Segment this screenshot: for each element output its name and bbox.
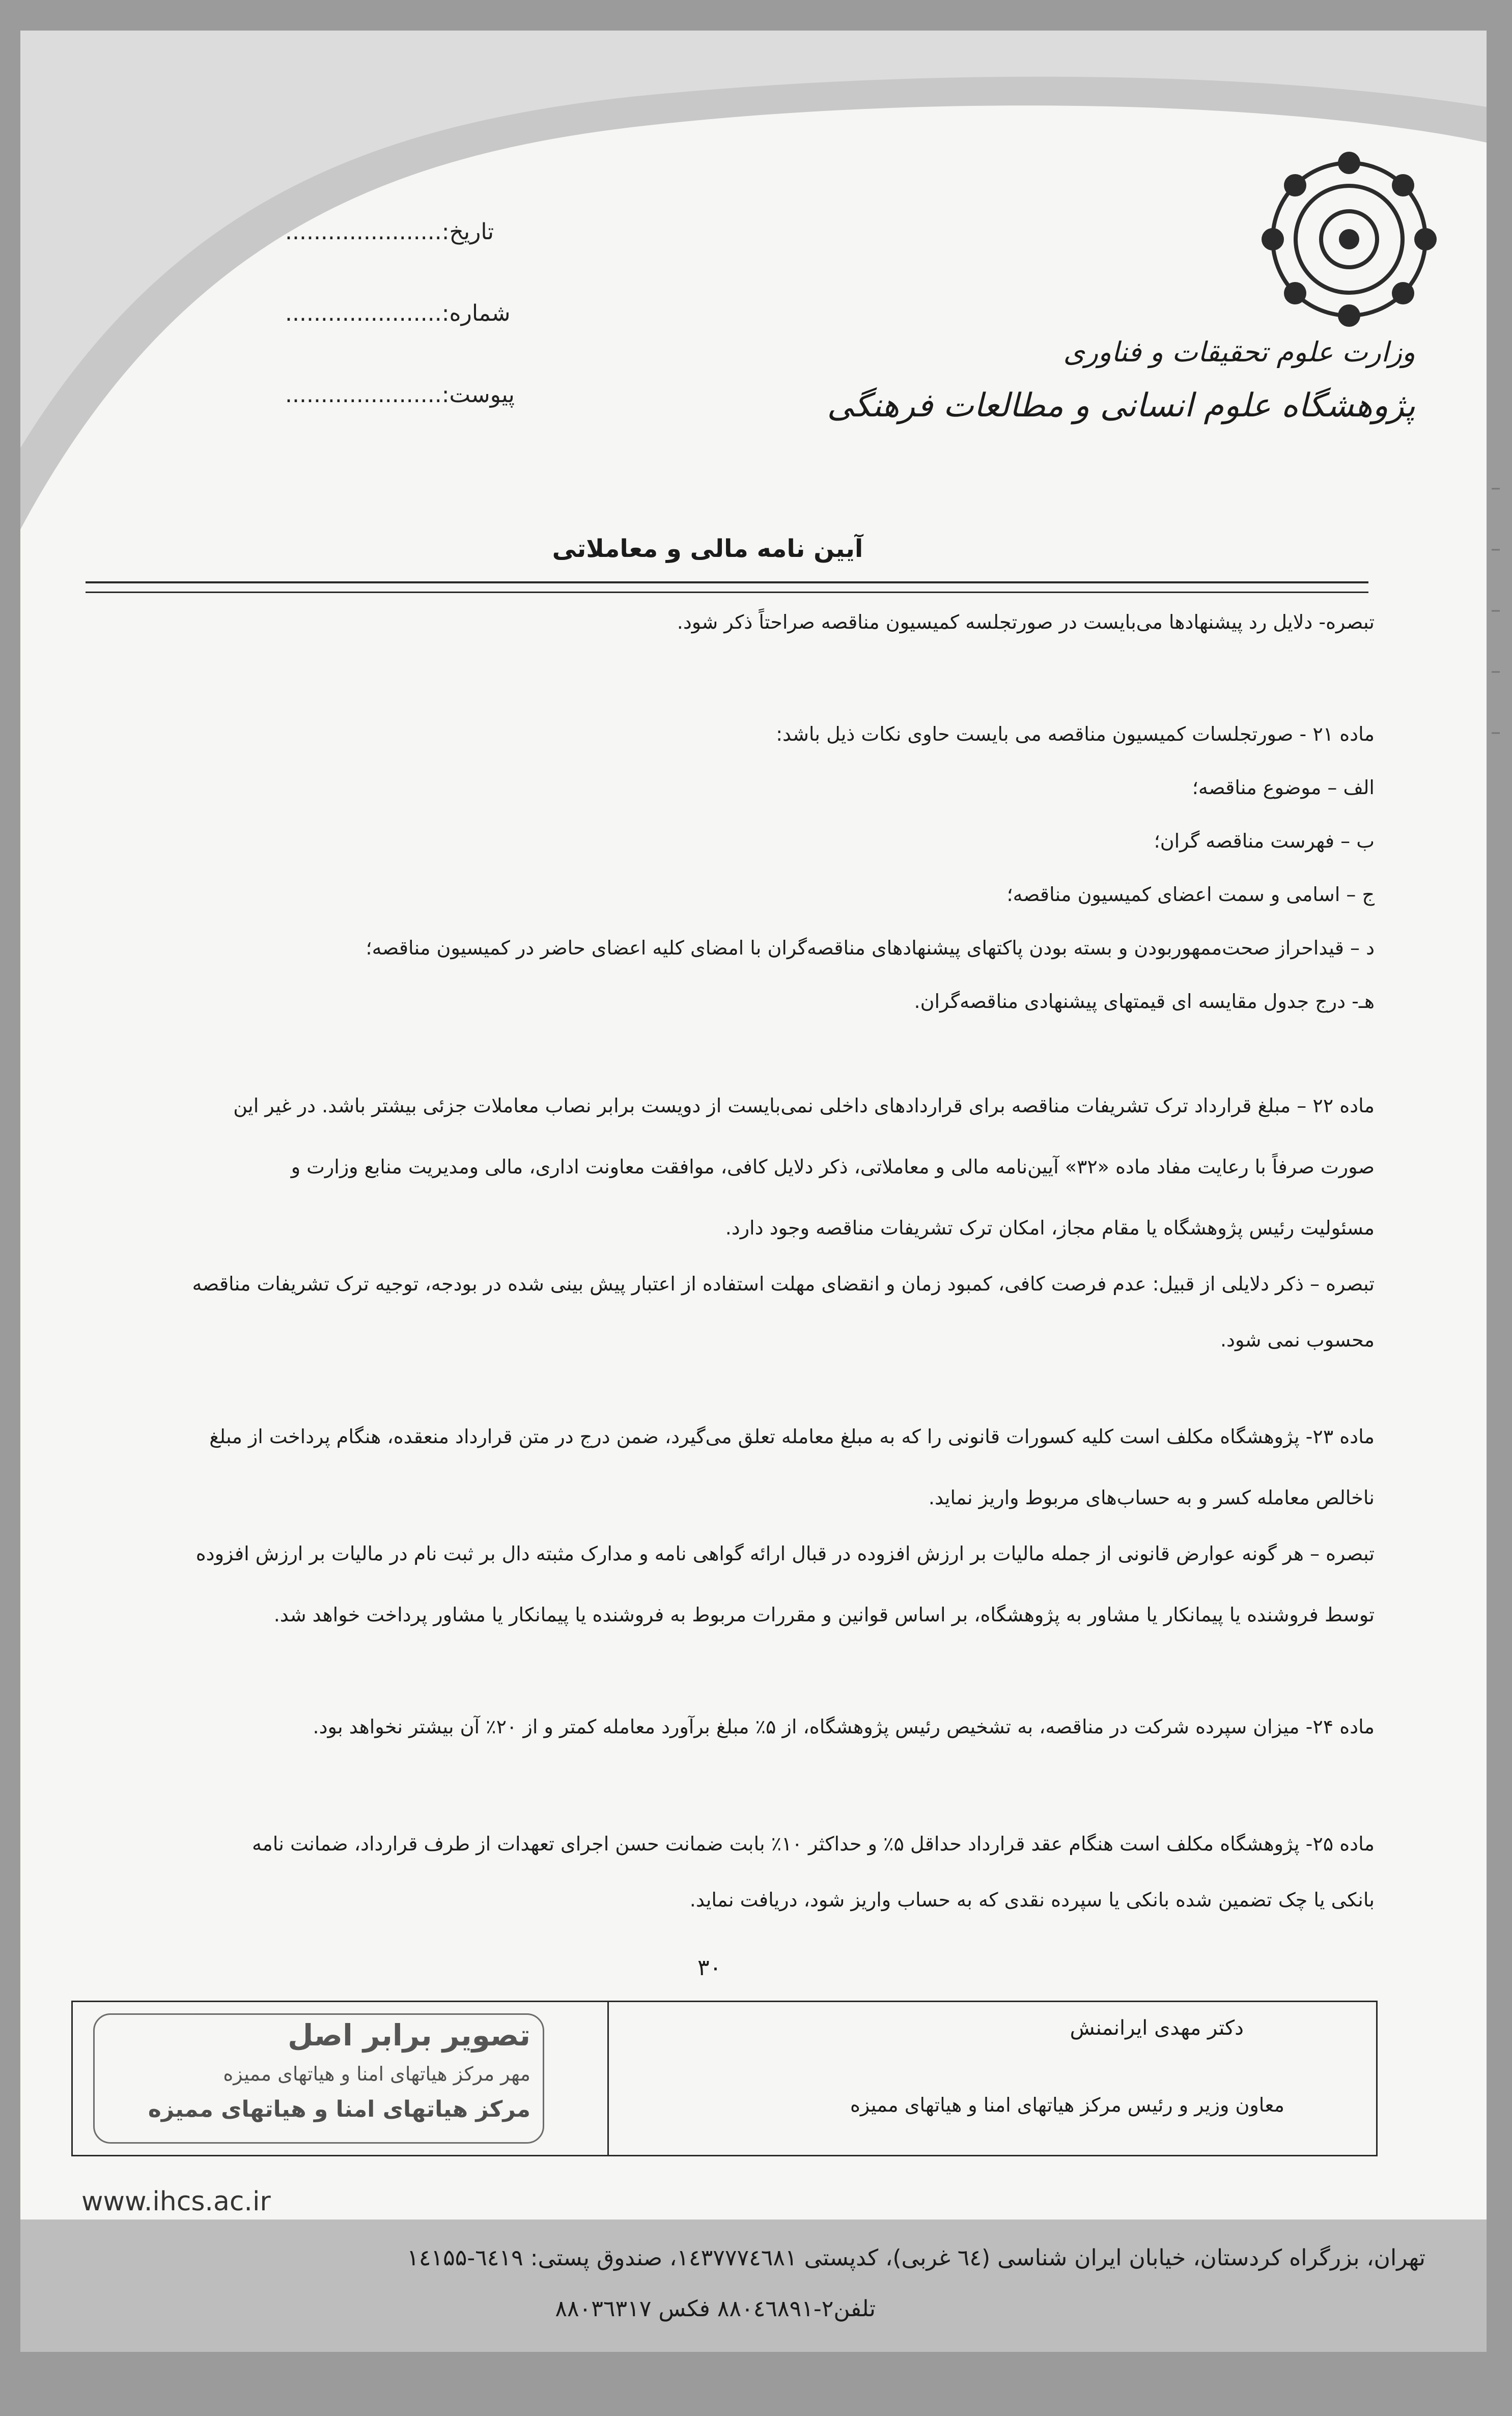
body-line: ماده ۲۱ - صورتجلسات کمیسیون مناقصه می بایست حاوی نکات ذیل باشد: (776, 723, 1375, 745)
number-label: شماره: (441, 300, 511, 326)
stamp-organization: مرکز هیاتهای امنا و هیاتهای ممیزه (148, 2096, 530, 2122)
body-line: ماده ۲۵- پژوهشگاه مکلف است هنگام عقد قرارداد حداقل ۵٪ و حداکثر ۱۰٪ بابت ضمانت حسن اجرای تعهدات از طرف قرارداد، ضمانت نامه (252, 1833, 1375, 1855)
body-line: تبصره – هر گونه عوارض قانونی از جمله مالیات بر ارزش افزوده در قبال ارائه گواهی نامه و مدارک مثبته دال بر ثبت نام در مالیات بر ارزش افزوده (195, 1542, 1375, 1565)
footer-address: تهران، بزرگراه کردستان، خیابان ایران شناسی (٦٤ غربی)، کدپستی ۱٤۳۷۷٧٤٦٨۱، صندوق پستی: ٦٤۱۹-۱٤۱۵۵ (407, 2245, 1425, 2271)
date-label: تاریخ: (441, 219, 494, 245)
body-line: تبصره- دلایل رد پیشنهادها می‌بایست در صورتجلسه کمیسیون مناقصه صراحتاً ذکر شود. (677, 611, 1375, 633)
body-line: ب – فهرست مناقصه گران؛ (1154, 830, 1375, 852)
attachment-field (285, 382, 515, 408)
body-line: مسئولیت رئیس پژوهشگاه یا مقام مجاز، امکان ترک تشریفات مناقصه وجود دارد. (725, 1217, 1375, 1239)
body-line: بانکی یا چک تضمین شده بانکی یا سپرده نقدی که به حساب واریز شود، دریافت نماید. (689, 1889, 1375, 1911)
institute-name: پژوهشگاه علوم انسانی و مطالعات فرهنگی (827, 387, 1415, 425)
body-line: ماده ۲۴- میزان سپرده شرکت در مناقصه، به تشخیص رئیس پژوهشگاه، از ۵٪ مبلغ برآورد معامله کمتر و از ۲۰٪ آن بیشتر نخواهد بود. (313, 1716, 1375, 1738)
page-number: ۳۰ (697, 1955, 722, 1981)
date-field (285, 219, 494, 245)
footer-band (20, 2220, 1487, 2352)
document-title: آیین نامه مالی و معاملاتی (552, 535, 863, 563)
body-line: محسوب نمی شود. (1220, 1329, 1375, 1351)
number-dots: ...................... (285, 300, 442, 326)
official-stamp (93, 2013, 544, 2144)
signature-divider (607, 2002, 609, 2155)
body-line: ناخالص معامله کسر و به حساب‌های مربوط واریز نماید. (928, 1486, 1375, 1509)
body-line: تبصره – ذکر دلایلی از قبیل: عدم فرصت کافی، کمبود زمان و انقضای مهلت استفاده از اعتبار پیش بینی شده در بودجه، توجیه ترک تشریفات مناقصه (192, 1273, 1375, 1295)
signatory-role: معاون وزیر و رئیس مرکز هیاتهای امنا و هیاتهای ممیزه (850, 2094, 1284, 2116)
body-line: صورت صرفاً با رعایت مفاد ماده «۳۲» آیین‌نامه مالی و معاملاتی، ذکر دلایل کافی، موافقت معاونت اداری، مالی ومدیریت منابع وزارت و (291, 1156, 1375, 1178)
body-line: د – قیداحراز صحت‌ممهوربودن و بسته بودن پاکتهای پیشنهادهای مناقصه‌گران با امضای کلیه اعضای حاضر در کمیسیون مناقصه؛ (366, 937, 1375, 959)
signature-box (71, 2001, 1378, 2156)
footer-phone: تلفن۲-۸۸۰٤٦۸۹۱ فکس ۸۸۰۳٦۳۱۷ (555, 2296, 876, 2322)
signatory-name: دکتر مهدی ایرانمنش (1070, 2016, 1244, 2040)
number-field (285, 300, 511, 326)
website-url: www.ihcs.ac.ir (81, 2186, 271, 2217)
date-dots: ...................... (285, 219, 442, 245)
document-page (20, 31, 1487, 2352)
stamp-heading: تصویر برابر اصل (288, 2018, 530, 2053)
body-line: ماده ۲۲ – مبلغ قرارداد ترک تشریفات مناقصه برای قراردادهای داخلی نمی‌بایست از دویست برابر نصاب معاملات جزئی بیشتر باشد. در غیر این (233, 1094, 1375, 1117)
ministry-name: وزارت علوم تحقیقات و فناوری (1063, 336, 1415, 368)
stamp-subtitle: مهر مرکز هیاتهای امنا و هیاتهای ممیزه (223, 2063, 530, 2085)
body-line: ج – اسامی و سمت اعضای کمیسیون مناقصه؛ (1006, 883, 1375, 906)
body-line: ماده ۲۳- پژوهشگاه مکلف است کلیه کسورات قانونی را که به مبلغ معامله تعلق می‌گیرد، ضمن درج در متن قرارداد منعقده، هنگام پرداخت از مبلغ (209, 1425, 1375, 1448)
institute-logo-icon (1257, 148, 1441, 331)
title-divider (86, 581, 1368, 593)
attachment-label: پیوست: (441, 382, 515, 408)
body-line: توسط فروشنده یا پیمانکار یا مشاور به پژوهشگاه، بر اساس قوانین و مقررات مربوط به فروشنده یا پیمانکار یا مشاور پرداخت خواهد شد. (273, 1604, 1375, 1626)
body-line: الف – موضوع مناقصه؛ (1192, 776, 1375, 799)
body-line: هـ- درج جدول مقایسه ای قیمتهای پیشنهادی مناقصه‌گران. (914, 990, 1375, 1013)
scan-margin-marks (1492, 458, 1502, 764)
attachment-dots: ...................... (285, 382, 442, 408)
